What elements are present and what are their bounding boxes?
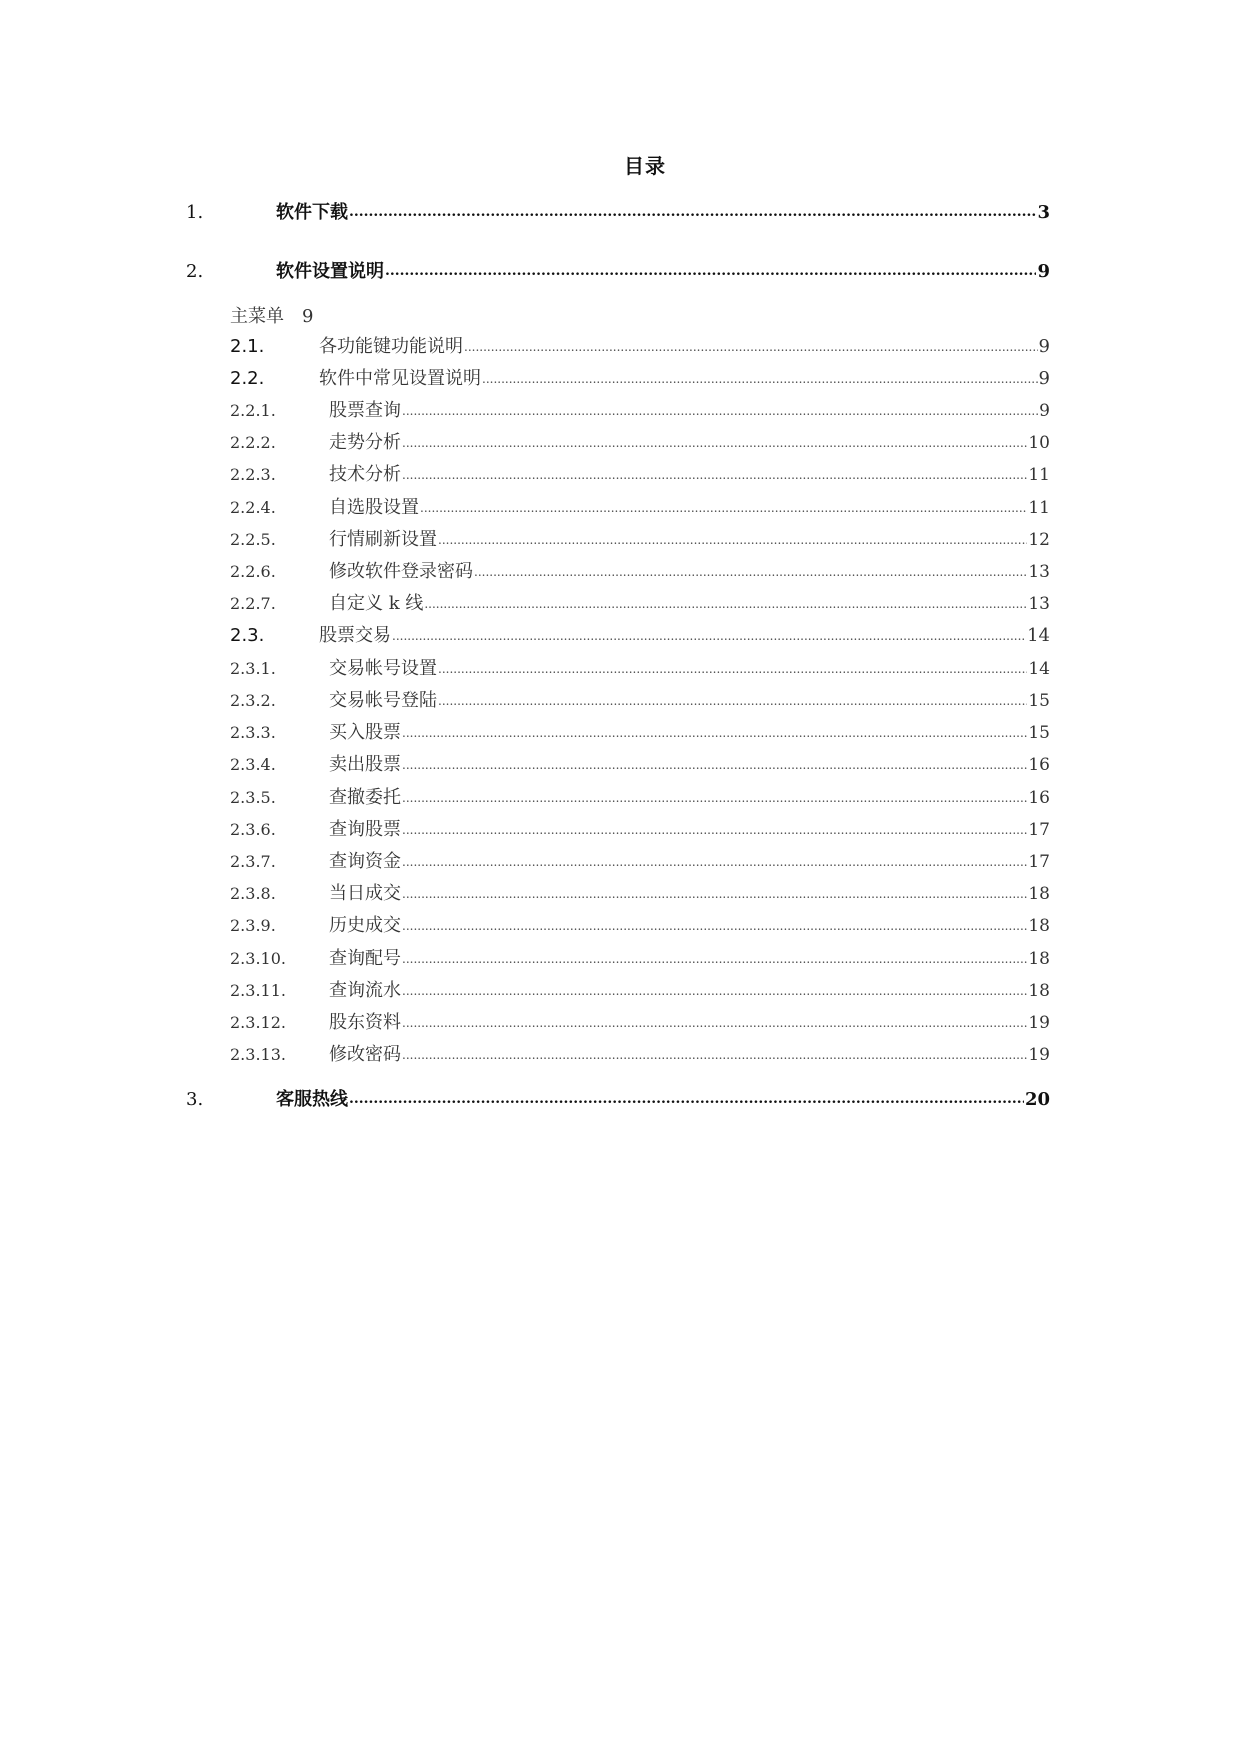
- toc-entry[interactable]: [186, 198, 1050, 224]
- toc-leader-dots: [402, 979, 1027, 996]
- toc-entry[interactable]: [230, 621, 1050, 647]
- toc-entry-label: 技术分析: [329, 464, 401, 485]
- toc-entry-label: 股东资料: [329, 1012, 401, 1033]
- toc-leader-dots: [402, 431, 1027, 448]
- toc-leader-dots: [402, 850, 1027, 867]
- toc-leader-dots: [402, 463, 1027, 480]
- toc-entry-page: 3: [1037, 202, 1050, 223]
- toc-entry-page: 18: [1028, 949, 1050, 969]
- toc-leader-dots: [402, 1011, 1027, 1028]
- toc-leader-dots: [402, 786, 1027, 803]
- toc-entry-label: 交易帐号登陆: [329, 690, 437, 711]
- toc-entry-page: 9: [1038, 368, 1050, 389]
- toc-entry-label: 软件中常见设置说明: [319, 368, 481, 389]
- toc-entry-page: 18: [1028, 981, 1050, 1001]
- toc-leader-dots: [402, 399, 1038, 416]
- main-menu-page: 9: [302, 306, 314, 327]
- toc-entry-page: 15: [1028, 723, 1050, 743]
- toc-entry[interactable]: [230, 718, 1050, 744]
- toc-entry-number: 2.2.4.: [230, 498, 276, 517]
- toc-entry-page: 9: [1039, 401, 1050, 421]
- toc-entry-number: 2.3.: [230, 625, 265, 646]
- toc-entry-number: 2.3.8.: [230, 884, 276, 903]
- toc-entry-label: 查询资金: [329, 851, 401, 872]
- toc-entry-page: 16: [1028, 755, 1050, 775]
- toc-leader-dots: [402, 753, 1027, 770]
- toc-entry[interactable]: [230, 525, 1050, 551]
- toc-entry[interactable]: [230, 783, 1050, 809]
- toc-entry-number: 2.2.3.: [230, 465, 276, 484]
- toc-entry[interactable]: [230, 879, 1050, 905]
- toc-entry-page: 14: [1027, 625, 1050, 646]
- toc-leader-dots: [420, 496, 1027, 513]
- toc-entry[interactable]: [230, 1040, 1050, 1066]
- toc-entry-label: 查询配号: [329, 948, 401, 969]
- toc-entry-label: 客服热线: [276, 1089, 348, 1110]
- toc-entry-number: 2.3.9.: [230, 916, 276, 935]
- toc-entry-page: 13: [1028, 594, 1050, 614]
- toc-entry[interactable]: [230, 396, 1050, 422]
- toc-entry-label: 查撤委托: [329, 787, 401, 808]
- toc-entry-number: 2.3.3.: [230, 723, 276, 742]
- toc-entry[interactable]: [230, 654, 1050, 680]
- toc-entry[interactable]: [230, 428, 1050, 454]
- toc-leader-dots: [392, 623, 1026, 641]
- toc-entry-label: 查询流水: [329, 980, 401, 1001]
- toc-entry-label: 历史成交: [329, 915, 401, 936]
- toc-entry[interactable]: [230, 847, 1050, 873]
- toc-entry-page: 9: [1038, 336, 1050, 357]
- toc-entry[interactable]: [186, 257, 1050, 283]
- toc-leader-dots: [438, 689, 1027, 706]
- toc-entry-page: 11: [1028, 465, 1050, 485]
- toc-entry-number: 2.3.11.: [230, 981, 286, 1000]
- toc-leader-dots: [349, 1087, 1024, 1105]
- toc-entry-page: 10: [1028, 433, 1050, 453]
- toc-entry-page: 13: [1028, 562, 1050, 582]
- toc-entry-number: 2.1.: [230, 336, 265, 357]
- toc-entry[interactable]: [186, 1085, 1050, 1111]
- toc-leader-dots: [402, 882, 1027, 899]
- toc-entry-page: 9: [1037, 261, 1050, 282]
- toc-entry-number: 2.2.5.: [230, 530, 276, 549]
- toc-leader-dots: [402, 914, 1027, 931]
- toc-leader-dots: [402, 818, 1027, 835]
- toc-entry-number: 2.3.2.: [230, 691, 276, 710]
- toc-leader-dots: [438, 657, 1027, 674]
- toc-entry-page: 19: [1028, 1013, 1050, 1033]
- toc-entry-label: 交易帐号设置: [329, 658, 437, 679]
- toc-entry-page: 14: [1028, 659, 1050, 679]
- toc-leader-dots: [402, 1043, 1027, 1060]
- toc-entry-number: 2.2.: [230, 368, 265, 389]
- toc-entry-number: 2.2.1.: [230, 401, 276, 420]
- toc-entry-number: 2.: [186, 261, 204, 282]
- toc-leader-dots: [474, 560, 1027, 577]
- toc-entry-page: 19: [1028, 1045, 1050, 1065]
- toc-entry-number: 2.2.2.: [230, 433, 276, 452]
- toc-entry-label: 自定义 k 线: [329, 593, 424, 614]
- toc-entry-label: 卖出股票: [329, 754, 401, 775]
- toc-entry[interactable]: [230, 911, 1050, 937]
- toc-entry[interactable]: [230, 944, 1050, 970]
- toc-leader-dots: [402, 947, 1027, 964]
- toc-entry-page: 16: [1028, 788, 1050, 808]
- toc-entry-label: 各功能键功能说明: [319, 336, 463, 357]
- toc-entry[interactable]: [230, 557, 1050, 583]
- toc-entry-page: 18: [1028, 884, 1050, 904]
- toc-entry-number: 3.: [186, 1089, 204, 1110]
- toc-entry[interactable]: [230, 1008, 1050, 1034]
- toc-entry-label: 行情刷新设置: [329, 529, 437, 550]
- toc-entry-page: 17: [1028, 820, 1050, 840]
- toc-entry-page: 12: [1028, 530, 1050, 550]
- toc-entry-number: 2.3.7.: [230, 852, 276, 871]
- toc-leader-dots: [402, 721, 1027, 738]
- toc-entry-label: 走势分析: [329, 432, 401, 453]
- toc-entry-label: 查询股票: [329, 819, 401, 840]
- toc-entry-number: 2.3.10.: [230, 949, 286, 968]
- toc-entry-label: 软件设置说明: [276, 261, 384, 282]
- toc-entry-number: 2.3.13.: [230, 1045, 286, 1064]
- toc-entry-label: 修改密码: [329, 1044, 401, 1065]
- toc-leader-dots: [424, 592, 1027, 609]
- toc-entry-page: 11: [1028, 498, 1050, 518]
- toc-entry-number: 2.3.4.: [230, 755, 276, 774]
- toc-entry-number: 2.3.6.: [230, 820, 276, 839]
- toc-entry-number: 2.3.1.: [230, 659, 276, 678]
- toc-leader-dots: [349, 200, 1036, 218]
- toc-entry-page: 20: [1024, 1089, 1050, 1110]
- toc-leader-dots: [464, 334, 1038, 352]
- toc-entry[interactable]: [230, 976, 1050, 1002]
- toc-leader-dots: [482, 366, 1038, 384]
- toc-entry[interactable]: [230, 686, 1050, 712]
- toc-entry-label: 买入股票: [329, 722, 401, 743]
- toc-entry-number: 2.3.12.: [230, 1013, 286, 1032]
- toc-entry[interactable]: [230, 332, 1050, 358]
- toc-entry-label: 修改软件登录密码: [329, 561, 473, 582]
- toc-entry-number: 2.2.7.: [230, 594, 276, 613]
- toc-entry[interactable]: [230, 589, 1050, 615]
- toc-entry-number: 1.: [186, 202, 204, 223]
- toc-entry[interactable]: [230, 364, 1050, 390]
- toc-entry-label: 股票交易: [319, 625, 391, 646]
- toc-entry-page: 15: [1028, 691, 1050, 711]
- toc-entry[interactable]: [230, 750, 1050, 776]
- toc-title: 目录: [624, 154, 666, 178]
- main-menu-label: 主菜单: [230, 306, 284, 327]
- toc-entry-label: 当日成交: [329, 883, 401, 904]
- toc-entry-label: 自选股设置: [329, 497, 419, 518]
- toc-entry-number: 2.3.5.: [230, 788, 276, 807]
- toc-entry-label: 软件下载: [276, 202, 348, 223]
- toc-leader-dots: [438, 528, 1027, 545]
- toc-entry-number: 2.2.6.: [230, 562, 276, 581]
- main-menu-entry[interactable]: [230, 302, 313, 328]
- toc-leader-dots: [385, 259, 1036, 277]
- toc-entry-page: 17: [1028, 852, 1050, 872]
- toc-entry[interactable]: [230, 493, 1050, 519]
- toc-entry-page: 18: [1028, 916, 1050, 936]
- toc-entry[interactable]: [230, 460, 1050, 486]
- toc-entry[interactable]: [230, 815, 1050, 841]
- toc-entry-label: 股票查询: [329, 400, 401, 421]
